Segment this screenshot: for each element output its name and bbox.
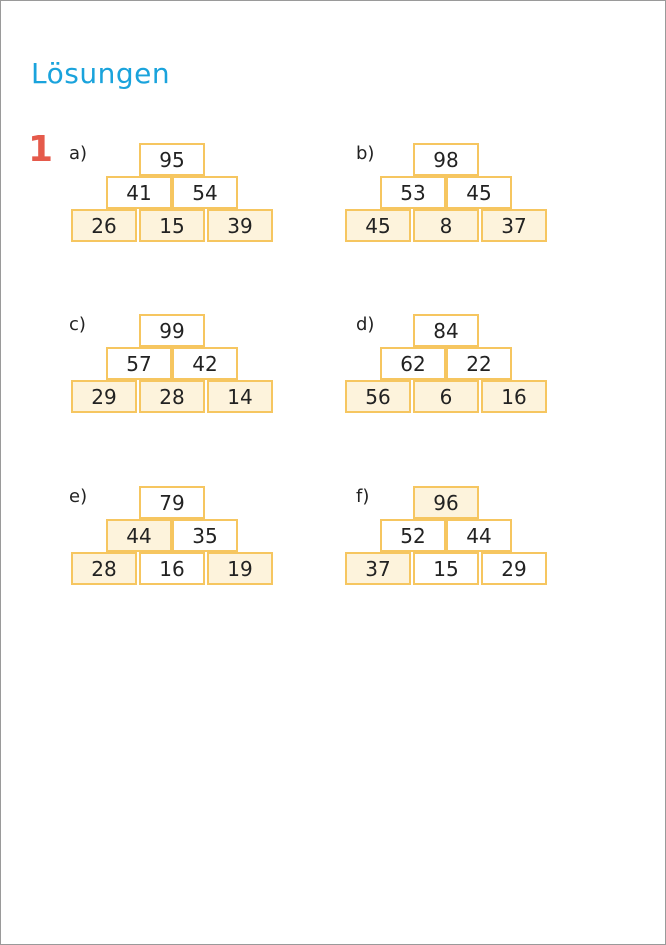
number-pyramid — [345, 314, 625, 424]
pyramid-bottom-cell: 6 — [413, 380, 479, 413]
pyramid-top-cell: 99 — [139, 314, 205, 347]
pyramid-middle-cell: 35 — [172, 519, 238, 552]
pyramid-bottom-cell: 15 — [413, 552, 479, 585]
pyramid-middle-cell: 22 — [446, 347, 512, 380]
pyramid-middle-cell: 44 — [106, 519, 172, 552]
number-pyramid — [71, 314, 351, 424]
pyramid-bottom-cell: 29 — [481, 552, 547, 585]
pyramid-top-cell: 84 — [413, 314, 479, 347]
pyramid-label: e) — [69, 486, 88, 507]
pyramid-label: c) — [69, 314, 86, 335]
pyramid-bottom-cell: 14 — [207, 380, 273, 413]
pyramid-middle-cell: 52 — [380, 519, 446, 552]
pyramid-middle-cell: 54 — [172, 176, 238, 209]
number-pyramid — [345, 486, 625, 596]
pyramid-bottom-cell: 28 — [139, 380, 205, 413]
pyramid-bottom-cell: 29 — [71, 380, 137, 413]
pyramid-middle-cell: 42 — [172, 347, 238, 380]
pyramid-bottom-cell: 37 — [345, 552, 411, 585]
pyramid-top-cell: 98 — [413, 143, 479, 176]
pyramid-middle-cell: 41 — [106, 176, 172, 209]
pyramid-bottom-cell: 56 — [345, 380, 411, 413]
pyramid-middle-cell: 57 — [106, 347, 172, 380]
pyramid-middle-cell: 45 — [446, 176, 512, 209]
pyramid-top-cell: 96 — [413, 486, 479, 519]
pyramid-bottom-cell: 26 — [71, 209, 137, 242]
pyramid-bottom-cell: 19 — [207, 552, 273, 585]
number-pyramid — [345, 143, 625, 253]
pyramid-bottom-cell: 15 — [139, 209, 205, 242]
pyramid-top-cell: 79 — [139, 486, 205, 519]
number-pyramid — [71, 486, 351, 596]
number-pyramid — [71, 143, 351, 253]
pyramid-bottom-cell: 45 — [345, 209, 411, 242]
task-number: 1 — [28, 129, 54, 170]
pyramid-label: f) — [356, 486, 370, 507]
pyramid-label: a) — [69, 143, 88, 164]
pyramid-bottom-cell: 16 — [481, 380, 547, 413]
pyramid-label: b) — [356, 143, 375, 164]
page-title: Lösungen — [31, 57, 171, 90]
pyramid-middle-cell: 53 — [380, 176, 446, 209]
pyramid-bottom-cell: 8 — [413, 209, 479, 242]
pyramid-middle-cell: 62 — [380, 347, 446, 380]
pyramid-label: d) — [356, 314, 375, 335]
pyramid-bottom-cell: 28 — [71, 552, 137, 585]
pyramid-bottom-cell: 37 — [481, 209, 547, 242]
pyramid-top-cell: 95 — [139, 143, 205, 176]
pyramid-middle-cell: 44 — [446, 519, 512, 552]
pyramid-bottom-cell: 39 — [207, 209, 273, 242]
pyramid-bottom-cell: 16 — [139, 552, 205, 585]
